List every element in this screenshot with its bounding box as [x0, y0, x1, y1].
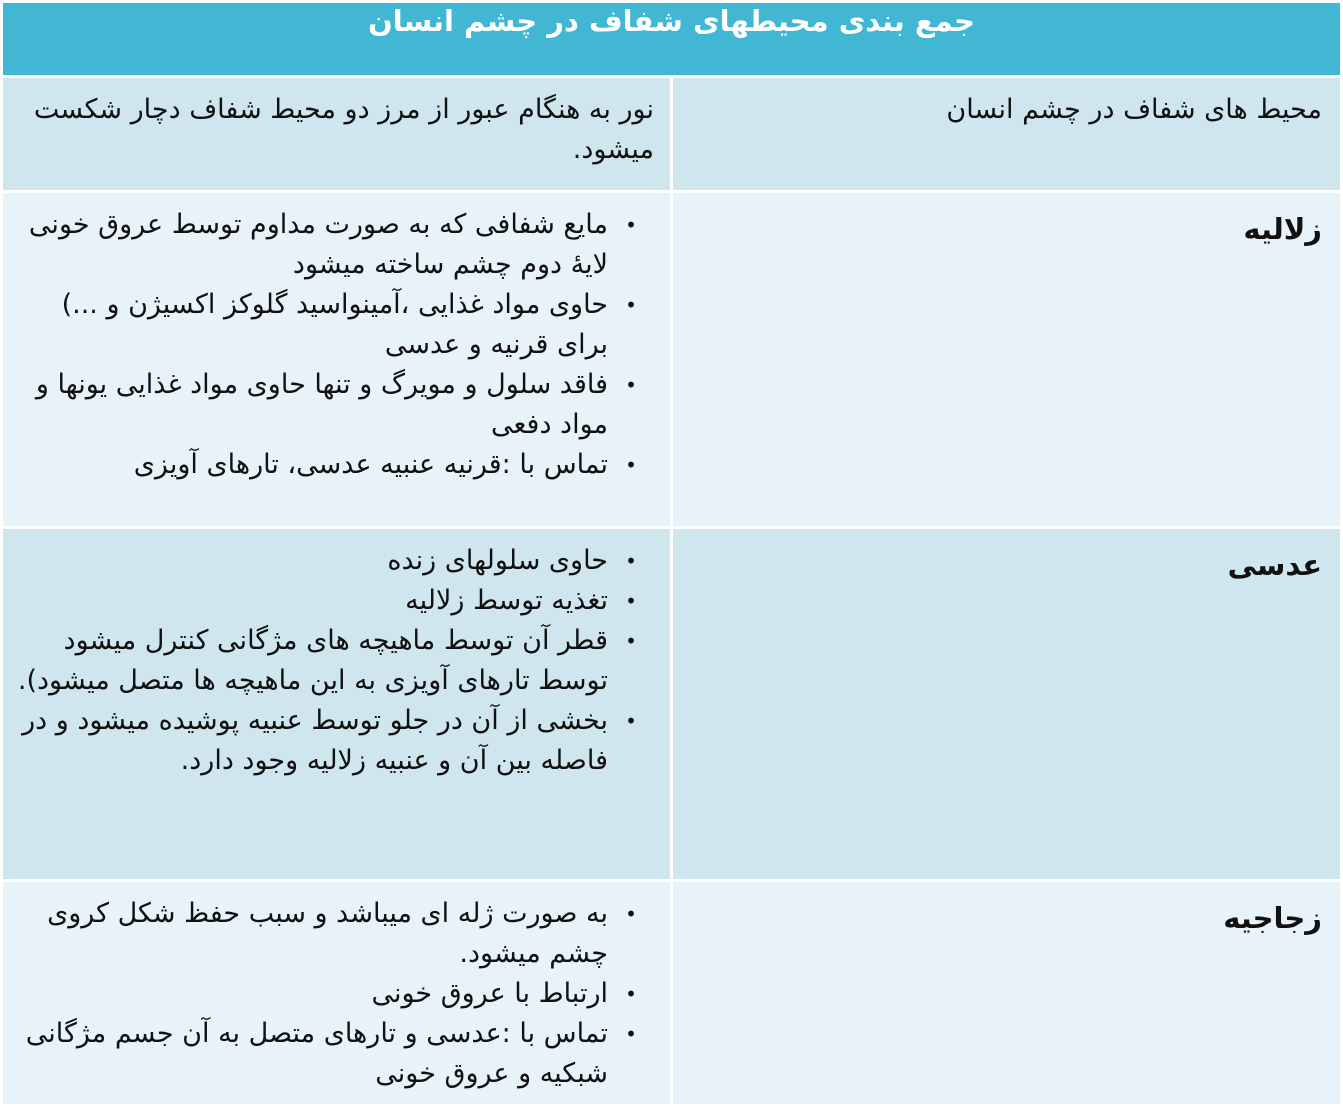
- list-item: • به صورت ژله ای میباشد و سبب حفظ شکل کروی چشم میشود.: [17, 894, 608, 974]
- list-item: • تماس با :قرنیه عنبیه عدسی، تارهای آویزی: [17, 445, 608, 485]
- list-item: • قطر آن توسط ماهیچه های مژگانی کنترل میشود توسط تارهای آویزی به این ماهیچه ها متصل میشود).: [17, 621, 608, 701]
- title-row: [3, 3, 1340, 75]
- list-item: • ارتباط با عروق خونی: [17, 974, 608, 1014]
- list-item: • حاوی سلولهای زنده: [17, 541, 608, 581]
- list-item: • مایع شفافی که به صورت مداوم توسط عروق خونی لایۀ دوم چشم ساخته میشود: [17, 205, 608, 285]
- table-row-lens: [3, 529, 1340, 879]
- list-item: • بخشی از آن در جلو توسط عنبیه پوشیده میشود و در فاصله بین آن و عنبیه زلالیه وجود دارد.: [17, 701, 608, 781]
- header-media-cell: [673, 78, 1340, 190]
- medium-facts-cell: [3, 529, 670, 879]
- table-title: جمع بندی محیطهای شفاف در چشم انسان: [3, 3, 1340, 75]
- header-row: [3, 78, 1340, 190]
- header-description-cell: [3, 78, 670, 190]
- medium-facts-cell: [3, 193, 670, 526]
- medium-name-cell: [673, 882, 1340, 1104]
- medium-name-cell: [673, 529, 1340, 879]
- table-row-vitreous: [3, 882, 1340, 1104]
- medium-name: عدسی: [1227, 548, 1322, 582]
- list-item: • فاقد سلول و مویرگ و تنها حاوی مواد غذایی یونها و مواد دفعی: [17, 365, 608, 445]
- header-media-label: محیط های شفاف در چشم انسان: [946, 94, 1322, 125]
- medium-name-cell: [673, 193, 1340, 526]
- medium-name: زجاجیه: [1223, 901, 1322, 935]
- facts-list: [17, 205, 654, 485]
- facts-list: [17, 894, 654, 1094]
- table-row-aqueous: [3, 193, 1340, 526]
- medium-name: زلالیه: [1243, 212, 1322, 246]
- medium-facts-cell: [3, 882, 670, 1104]
- list-item: • تماس با :عدسی و تارهای متصل به آن جسم مژگانی شبکیه و عروق خونی: [17, 1014, 608, 1094]
- header-description-label: نور به هنگام عبور از مرز دو محیط شفاف دچار شکست میشود.: [33, 94, 654, 165]
- list-item: • تغذیه توسط زلالیه: [17, 581, 608, 621]
- facts-list: [17, 541, 654, 781]
- list-item: • حاوی مواد غذایی ،آمینواسید گلوکز اکسیژن و ...) برای قرنیه و عدسی: [17, 285, 608, 365]
